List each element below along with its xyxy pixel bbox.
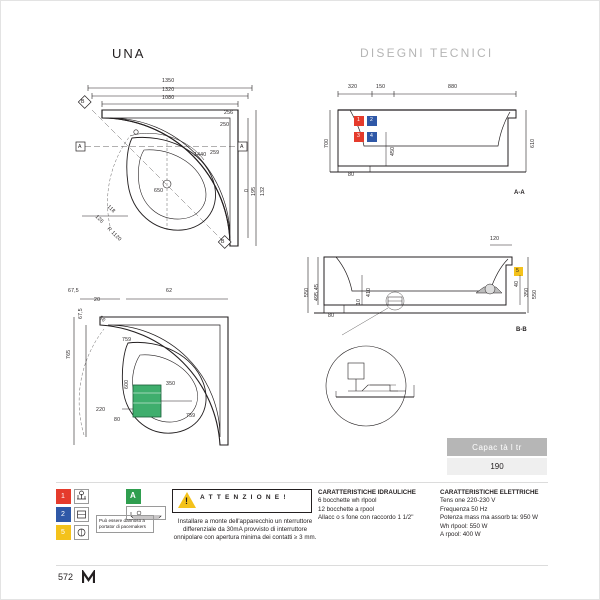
- brand-logo: [82, 570, 95, 584]
- aa-tag-2: 2: [370, 117, 374, 123]
- section-label-bb: B-B: [516, 327, 527, 333]
- dim-132: 132: [260, 186, 266, 196]
- hydraulic-specs-title: CARATTERISTICHE IDRAULICHE: [318, 489, 416, 496]
- aa-tag-3: 3: [357, 133, 361, 139]
- aa-tag-1: 1: [357, 117, 361, 123]
- hydraulic-spec-line-2: 12 bocchette a rpool: [318, 505, 375, 513]
- detail-enlargement: [318, 345, 440, 427]
- plan-view-bottom: [60, 285, 250, 465]
- capacity-header: Capac tà l tr: [447, 438, 547, 456]
- dim-80: 80: [114, 417, 121, 423]
- attention-title: A T T E N Z I O N E !: [200, 494, 287, 501]
- bb-dim-49545: 495,45: [314, 283, 320, 301]
- divider-top: [56, 482, 548, 483]
- dim-126: 126: [93, 214, 105, 225]
- dim-195: 195: [251, 186, 257, 196]
- divider-bottom: [56, 565, 548, 566]
- dim-675-top: 67,5: [68, 288, 79, 294]
- section-mark-a-right: A: [240, 144, 244, 150]
- aa-dim-320: 320: [348, 84, 358, 90]
- dim-350: 350: [166, 381, 176, 387]
- aa-dim-80: 80: [348, 172, 355, 178]
- attention-body: Installare a monte dell'apparecchio un nterruttore differenziale da 30mA provvisto di interruttore onnipolare con apertura minima dei contatti ≥ 3 mm.: [173, 518, 317, 542]
- page-number: 572: [58, 572, 74, 582]
- section-mark-b-top: B: [81, 99, 85, 105]
- electric-spec-line-5: A rpool: 400 W: [440, 531, 481, 539]
- dim-650: 650: [154, 188, 164, 194]
- dim-765: 765: [66, 349, 72, 359]
- dim-1350: 1350: [162, 78, 175, 84]
- dim-20: 20: [94, 297, 101, 303]
- hydraulic-specs: [318, 489, 436, 523]
- dim-62: 62: [166, 288, 173, 294]
- section-view-bb: [300, 235, 538, 345]
- dim-759-b: 759: [186, 413, 196, 419]
- dim-256: 256: [224, 110, 234, 116]
- legend-icon-pump: [74, 525, 89, 540]
- legend-icon-shower: [74, 489, 89, 504]
- aa-dim-450: 450: [390, 146, 396, 156]
- aa-dim-880: 880: [448, 84, 458, 90]
- warning-exclamation-icon: !: [185, 496, 188, 506]
- section-view-aa: [320, 80, 535, 205]
- bb-dim-10: 10: [356, 298, 362, 305]
- capacity-value: 190: [447, 458, 547, 475]
- legend-icon-electric: 5: [56, 525, 71, 540]
- detail-svg: [318, 345, 440, 427]
- hydraulic-spec-line-1: 6 bocchette wh rlpool: [318, 497, 377, 505]
- section-bb-svg: [300, 235, 535, 345]
- bb-dim-80: 80: [328, 313, 335, 319]
- aa-dim-610: 610: [530, 138, 536, 148]
- dim-0: 0: [244, 188, 250, 192]
- pacemaker-note: Può essere dannoso a portator di pacemakers: [96, 515, 154, 533]
- dim-259: 259: [210, 150, 220, 156]
- electric-spec-line-4: Wh rlpool: 550 W: [440, 522, 488, 530]
- hydraulic-spec-line-3: Allacc o s fone con raccordo 1 1/2": [318, 514, 414, 522]
- bb-dim-550b: 550: [532, 289, 538, 299]
- dim-1440: 1440: [194, 152, 207, 158]
- electric-spec-line-1: Tens one 220-230 V: [440, 497, 496, 505]
- legend-icon-drain: [74, 507, 89, 522]
- dim-56: 56: [97, 315, 107, 324]
- plan-bottom-svg: [60, 285, 250, 465]
- section-mark-b-bottom: B: [221, 239, 225, 245]
- pacemaker-warning-icon: A: [126, 489, 141, 504]
- bb-dim-550: 550: [304, 287, 310, 297]
- legend-icon-cold-water: 2: [56, 507, 71, 522]
- dim-r1120: R 1120: [105, 226, 123, 243]
- dim-220: 220: [96, 407, 106, 413]
- legend-icon-hot-water: 1: [56, 489, 71, 504]
- aa-tag-4: 4: [370, 133, 374, 139]
- dim-250: 250: [220, 122, 230, 128]
- bb-tag-5: 5: [516, 268, 520, 274]
- electric-specs-title: CARATTERISTICHE ELETTRICHE: [440, 489, 539, 496]
- electric-specs: [440, 489, 555, 539]
- section-aa-svg: [320, 80, 535, 205]
- bb-dim-120: 120: [490, 236, 500, 242]
- dim-759-a: 759: [122, 337, 132, 343]
- electric-spec-line-2: Frequenza 50 Hz: [440, 505, 488, 513]
- aa-dim-150: 150: [376, 84, 386, 90]
- dim-675-side: 67,5: [78, 308, 84, 319]
- bb-dim-410: 410: [366, 287, 372, 297]
- page-title: UNA: [112, 46, 146, 61]
- aa-dim-700: 700: [324, 138, 330, 148]
- dim-118: 118: [105, 204, 117, 215]
- plan-view-top: [70, 76, 270, 251]
- electric-spec-line-3: Potenza mass ma assorb ta: 950 W: [440, 514, 539, 522]
- section-label-aa: A-A: [514, 190, 525, 196]
- bb-dim-350: 350: [524, 287, 530, 297]
- dim-1320: 1320: [162, 87, 175, 93]
- dim-1080: 1080: [162, 95, 175, 101]
- section-title: DISEGNI TECNICI: [360, 46, 494, 60]
- section-mark-a-left: A: [78, 144, 82, 150]
- bb-dim-40: 40: [514, 280, 520, 287]
- dim-600: 600: [124, 379, 130, 389]
